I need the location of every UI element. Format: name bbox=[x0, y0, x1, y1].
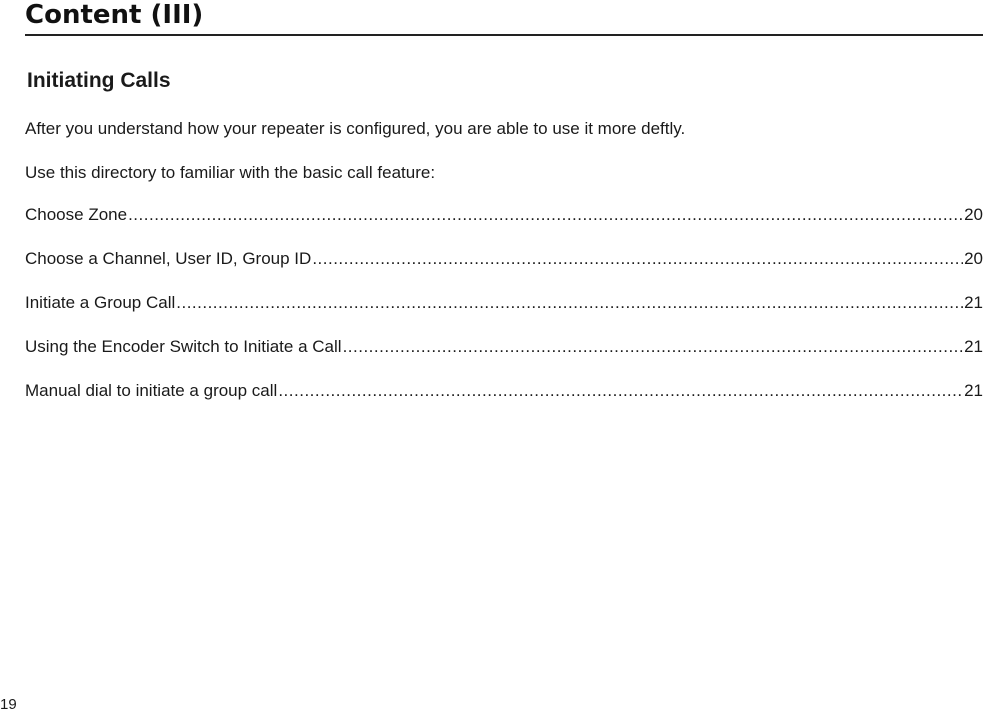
toc-dot-leader bbox=[128, 204, 963, 226]
toc-entry-page: 20 bbox=[964, 205, 983, 224]
table-of-contents bbox=[25, 204, 983, 424]
toc-entry-choose-channel[interactable] bbox=[25, 248, 983, 270]
toc-entry-choose-zone[interactable] bbox=[25, 204, 983, 226]
toc-entry-page: 21 bbox=[964, 381, 983, 400]
lead-paragraph: Use this directory to familiar with the basic call feature: bbox=[25, 163, 436, 182]
toc-entry-encoder-switch[interactable] bbox=[25, 336, 983, 358]
toc-entry-label: Using the Encoder Switch to Initiate a Call bbox=[25, 337, 342, 356]
toc-dot-leader bbox=[312, 248, 963, 270]
intro-paragraph: After you understand how your repeater is configured, you are able to use it more deftly. bbox=[25, 119, 686, 138]
toc-dot-leader bbox=[343, 336, 964, 358]
toc-entry-label: Initiate a Group Call bbox=[25, 293, 176, 312]
toc-entry-page: 20 bbox=[964, 249, 983, 268]
page-number: 19 bbox=[0, 696, 17, 713]
toc-entry-initiate-group-call[interactable] bbox=[25, 292, 983, 314]
toc-entry-manual-dial[interactable] bbox=[25, 380, 983, 402]
toc-dot-leader bbox=[278, 380, 963, 402]
toc-entry-label: Manual dial to initiate a group call bbox=[25, 381, 278, 400]
toc-entry-page: 21 bbox=[964, 293, 983, 312]
toc-entry-label: Choose Zone bbox=[25, 205, 128, 224]
page-header bbox=[25, 0, 983, 30]
toc-entry-label: Choose a Channel, User ID, Group ID bbox=[25, 249, 312, 268]
page-title: Content (III) bbox=[25, 0, 204, 30]
toc-entry-page: 21 bbox=[964, 337, 983, 356]
section-heading: Initiating Calls bbox=[27, 69, 171, 92]
header-divider bbox=[25, 34, 983, 36]
toc-dot-leader bbox=[176, 292, 963, 314]
